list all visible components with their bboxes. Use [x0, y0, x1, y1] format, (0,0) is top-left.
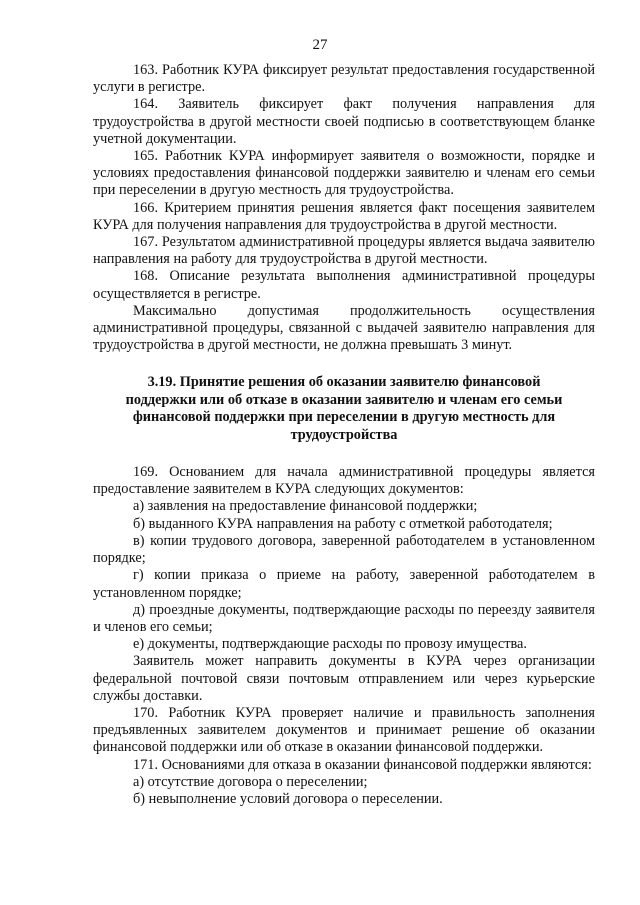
refusal-item-a: а) отсутствие договора о переселении;	[133, 773, 368, 790]
paragraph-171: 171. Основаниями для отказа в оказании финансовой поддержки являются:	[133, 756, 592, 773]
list-item-b: б) выданного КУРА направления на работу с отметкой работодателя;	[133, 515, 553, 532]
paragraph-170: 170. Работник КУРА проверяет наличие и правильность заполнения предъявленных заявителем документов и принимает решение об оказании финансовой поддержки или об отказе в оказании финансовой поддержки.	[93, 704, 595, 756]
paragraph-postal-delivery: Заявитель может направить документы в КУРА через организации федеральной почтовой связи почтовым отправлением или через курьерские службы доставки.	[93, 653, 595, 704]
refusal-item-b: б) невыполнение условий договора о переселении.	[133, 790, 443, 807]
document-body	[93, 62, 595, 808]
paragraph-165: 165. Работник КУРА информирует заявителя о возможности, порядке и условиях предоставления финансовой поддержки заявителю и членам его семьи при переселении в другую местность для трудоустройства.	[93, 148, 595, 199]
list-item-g: г) копии приказа о приеме на работу, заверенной работодателем в установленном порядке;	[93, 567, 595, 601]
paragraph-max-duration: Максимально допустимая продолжительность осуществления административной процедуры, связанной с выдачей заявителю направления для трудоустройства в другой местности, не должна превышать 3 минут.	[93, 302, 595, 354]
paragraph-167: 167. Результатом административной процедуры является выдача заявителю направления на работу для трудоустройства в другой местности.	[93, 234, 595, 268]
list-item-e: е) документы, подтверждающие расходы по провозу имущества.	[133, 636, 527, 653]
paragraph-164: 164. Заявитель фиксирует факт получения направления для трудоустройства в другой местности своей подписью в соответствующем бланке учетной документации.	[93, 96, 595, 147]
page-number: 27	[312, 37, 328, 53]
paragraph-163: 163. Работник КУРА фиксирует результат предоставления государственной услуги в регистре.	[93, 62, 595, 96]
list-item-v: в) копии трудового договора, заверенной работодателем в установленном порядке;	[93, 532, 595, 567]
list-item-a: а) заявления на предоставление финансовой поддержки;	[133, 498, 478, 515]
paragraph-168: 168. Описание результата выполнения административной процедуры осуществляется в регистре.	[93, 268, 595, 302]
list-item-d: д) проездные документы, подтверждающие расходы по переезду заявителя и членов его семьи;	[93, 601, 595, 635]
paragraph-169: 169. Основанием для начала административной процедуры является предоставление заявителем в КУРА следующих документов:	[93, 464, 595, 498]
section-heading-3-19: 3.19. Принятие решения об оказании заявителю финансовой поддержки или об отказе в оказании заявителю и членам его семьи финансовой поддержки при переселении в другую местность для трудоустройства	[125, 374, 563, 443]
paragraph-166: 166. Критерием принятия решения является факт посещения заявителем КУРА для получения направления для трудоустройства в другой местности.	[93, 199, 595, 233]
